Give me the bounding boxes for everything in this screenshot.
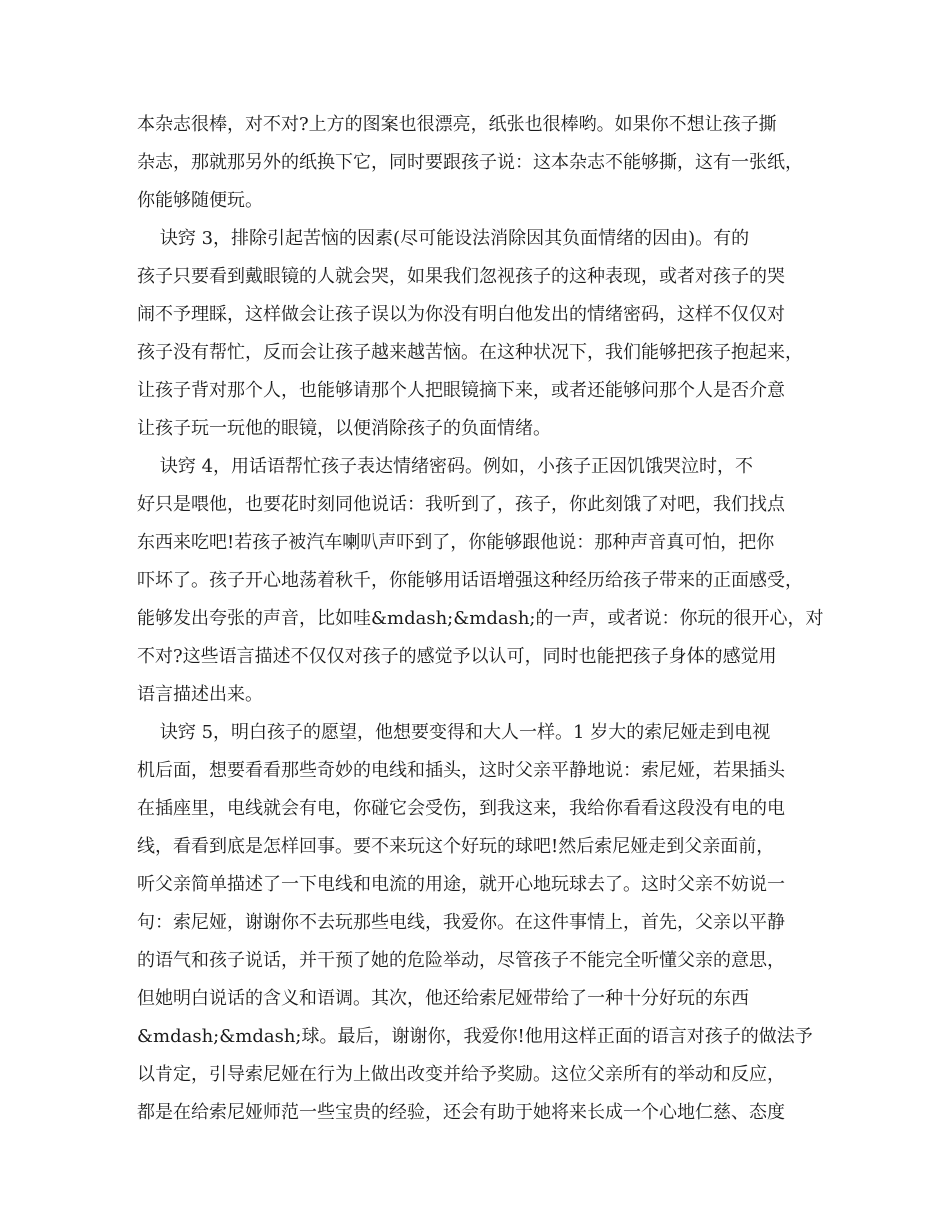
text-line: 你能够随便玩。 bbox=[137, 190, 263, 211]
text-line: 以肯定，引导索尼娅在行为上做出改变并给予奖励。这位父亲所有的举动和反应， bbox=[137, 1064, 785, 1085]
text-line: 好只是喂他，也要花时刻同他说话：我听到了，孩子，你此刻饿了对吧，我们找点 bbox=[137, 494, 785, 515]
text-line: 听父亲简单描述了一下电线和电流的用途，就开心地玩球去了。这时父亲不妨说一 bbox=[137, 874, 785, 895]
text-line: 闹不予理睬，这样做会让孩子误以为你没有明白他发出的情绪密码，这样不仅仅对 bbox=[137, 304, 785, 325]
text-line: 东西来吃吧!若孩子被汽车喇叭声吓到了，你能够跟他说：那种声音真可怕，把你 bbox=[137, 532, 775, 553]
text-line: 机后面，想要看看那些奇妙的电线和插头，这时父亲平静地说：索尼娅，若果插头 bbox=[137, 760, 785, 781]
text-line: &mdash;&mdash;球。最后，谢谢你，我爱你!他用这样正面的语言对孩子的做法予 bbox=[137, 1026, 813, 1047]
text-line: 都是在给索尼娅师范一些宝贵的经验，还会有助于她将来长成一个心地仁慈、态度 bbox=[137, 1102, 785, 1123]
text-line: 的语气和孩子说话，并干预了她的危险举动，尽管孩子不能完全听懂父亲的意思， bbox=[137, 950, 785, 971]
text-line: 杂志，那就那另外的纸换下它，同时要跟孩子说：这本杂志不能够撕，这有一张纸， bbox=[137, 152, 803, 173]
text-line: 让孩子玩一玩他的眼镜，以便消除孩子的负面情绪。 bbox=[137, 418, 551, 439]
text-line: 句：索尼娅，谢谢你不去玩那些电线，我爱你。在这件事情上，首先，父亲以平静 bbox=[137, 912, 785, 933]
text-line: 不对?这些语言描述不仅仅对孩子的感觉予以认可，同时也能把孩子身体的感觉用 bbox=[137, 646, 777, 667]
text-line: 孩子没有帮忙，反而会让孩子越来越苦恼。在这种状况下，我们能够把孩子抱起来， bbox=[137, 342, 803, 363]
text-line: 能够发出夸张的声音，比如哇&mdash;&mdash;的一声，或者说：你玩的很开心，对 bbox=[137, 608, 824, 629]
text-line: 在插座里，电线就会有电，你碰它会受伤，到我这来，我给你看看这段没有电的电 bbox=[137, 798, 785, 819]
text-line: 诀窍 4，用话语帮忙孩子表达情绪密码。例如，小孩子正因饥饿哭泣时，不 bbox=[137, 456, 754, 477]
text-line: 但她明白说话的含义和语调。其次，他还给索尼娅带给了一种十分好玩的东西 bbox=[137, 988, 749, 1009]
text-line: 线，看看到底是怎样回事。要不来玩这个好玩的球吧!然后索尼娅走到父亲面前， bbox=[137, 836, 775, 857]
text-line: 语言描述出来。 bbox=[137, 684, 263, 705]
text-line: 诀窍 3，排除引起苦恼的因素(尽可能设法消除因其负面情绪的因由)。有的 bbox=[137, 228, 750, 249]
text-line: 吓坏了。孩子开心地荡着秋千，你能够用话语增强这种经历给孩子带来的正面感受， bbox=[137, 570, 803, 591]
text-line: 让孩子背对那个人，也能够请那个人把眼镜摘下来，或者还能够问那个人是否介意 bbox=[137, 380, 785, 401]
text-line: 本杂志很棒，对不对?上方的图案也很漂亮，纸张也很棒哟。如果你不想让孩子撕 bbox=[137, 114, 777, 135]
text-line: 诀窍 5，明白孩子的愿望，他想要变得和大人一样。1 岁大的索尼娅走到电视 bbox=[137, 722, 771, 743]
text-line: 孩子只要看到戴眼镜的人就会哭，如果我们忽视孩子的这种表现，或者对孩子的哭 bbox=[137, 266, 785, 287]
